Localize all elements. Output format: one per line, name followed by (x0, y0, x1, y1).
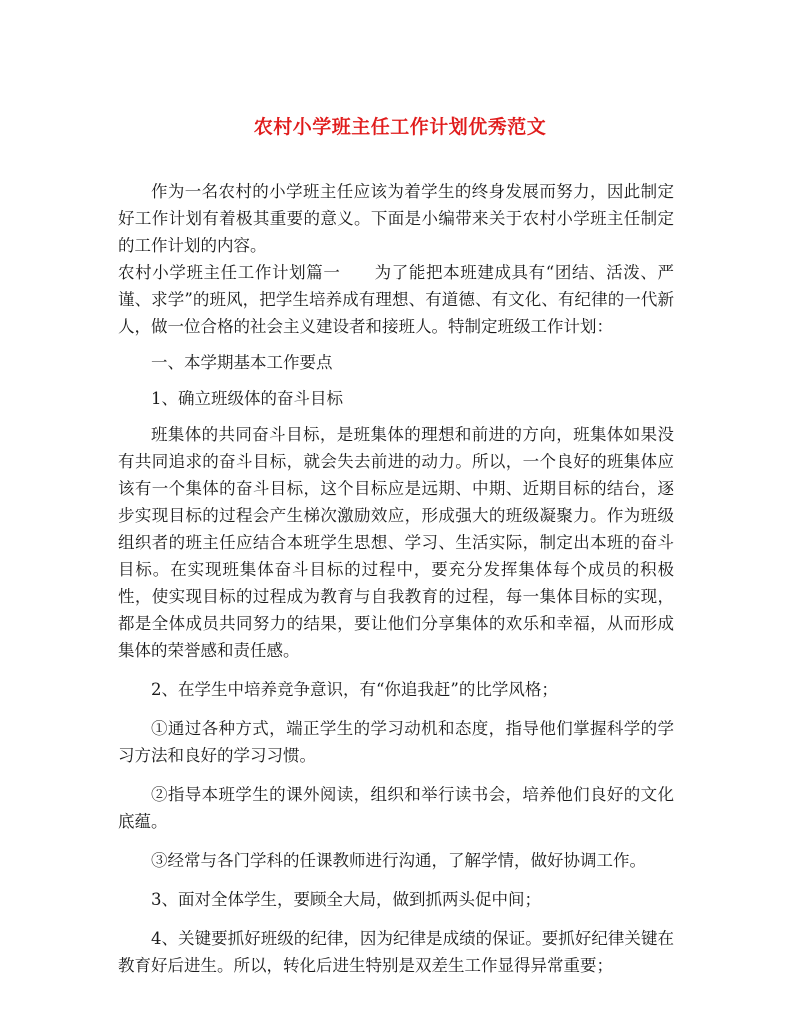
document-title: 农村小学班主任工作计划优秀范文 (253, 116, 547, 138)
item-heading-4: 4、关键要抓好班级的纪律，因为纪律是成绩的保证。要抓好纪律关键在教育好后进生。所以，转化后进生特别是双差生工作显得异常重要； (118, 929, 674, 975)
item-heading-2: 2、在学生中培养竞争意识，有“你追我赶”的比学风格； (151, 680, 558, 699)
sub-item-2: ②指导本班学生的课外阅读，组织和举行读书会，培养他们良好的文化底蕴。 (118, 785, 674, 831)
plan-one-paragraph: 农村小学班主任工作计划篇一 为了能把本班建成具有“团结、活泼、严谨、求学”的班风，把学生培养成有理想、有道德、有文化、有纪律的一代新人，做一位合格的社会主义建设者和接班人。特制定班级工作计划： (118, 263, 674, 336)
document-body (118, 178, 674, 979)
intro-paragraph: 作为一名农村的小学班主任应该为着学生的终身发展而努力，因此制定好工作计划有着极其重要的意义。下面是小编带来关于农村小学班主任制定的工作计划的内容。 (118, 182, 674, 255)
item-heading-1: 1、确立班级体的奋斗目标 (151, 389, 343, 408)
sub-item-3: ③经常与各门学科的任课教师进行沟通，了解学情，做好协调工作。 (151, 851, 646, 870)
goal-paragraph: 班集体的共同奋斗目标，是班集体的理想和前进的方向，班集体如果没有共同追求的奋斗目标，就会失去前进的动力。所以，一个良好的班集体应该有一个集体的奋斗目标，这个目标应是远期、中期、近期目标的结台，逐步实现目标的过程会产生梯次激励效应，形成强大的班级凝聚力。作为班级组织者的班主任应结合本班学生思想、学习、生活实际，制定出本班的奋斗目标。在实现班集体奋斗目标的过程中，要充分发挥集体每个成员的积极性，使实现目标的过程成为教育与自我教育的过程，每一集体目标的实现，都是全体成员共同努力的结果，要让他们分享集体的欢乐和幸福，从而形成集体的荣誉感和责任感。 (118, 425, 674, 660)
item-heading-3: 3、面对全体学生，要顾全大局，做到抓两头促中间； (151, 890, 541, 909)
section-heading: 一、本学期基本工作要点 (151, 353, 333, 372)
sub-item-1: ①通过各种方式，端正学生的学习动机和态度，指导他们掌握科学的学习方法和良好的学习习惯。 (118, 719, 674, 765)
